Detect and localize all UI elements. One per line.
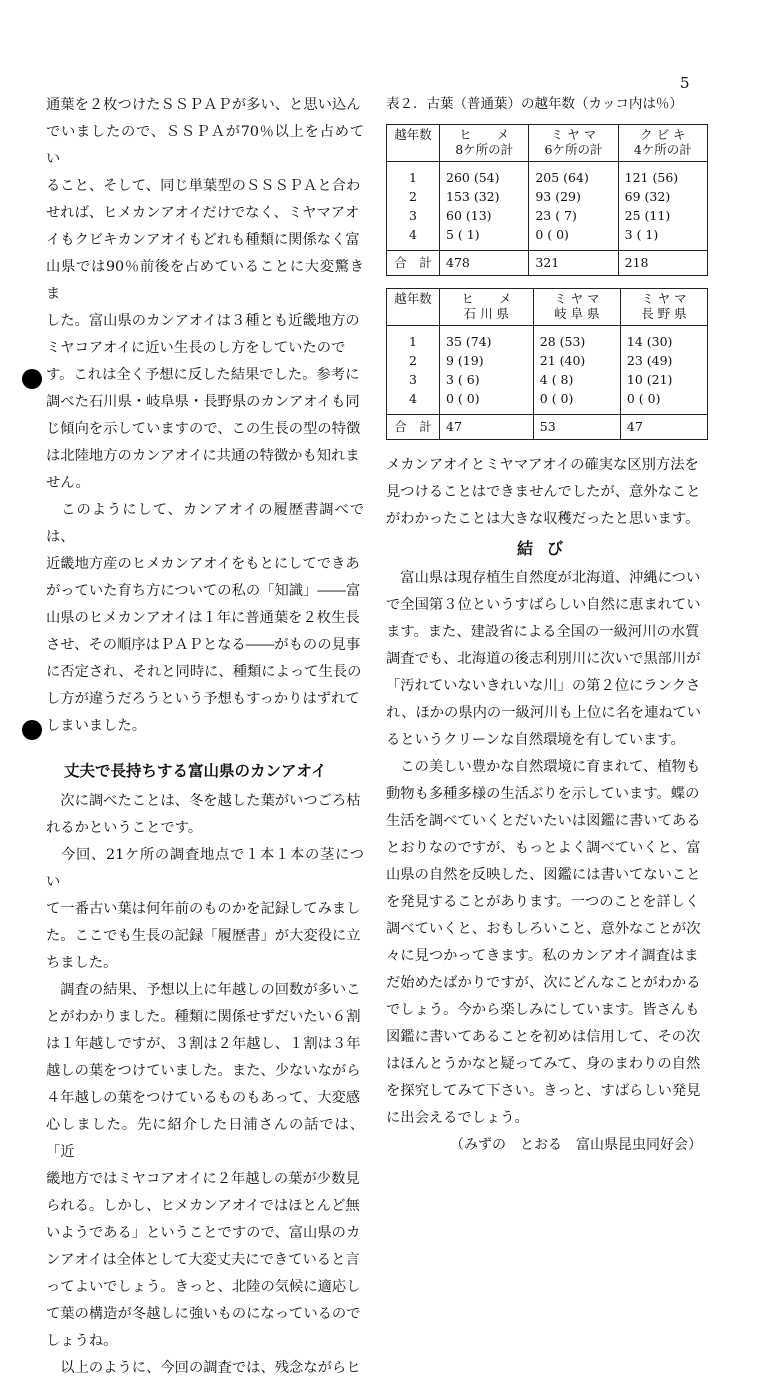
margin-bullet-dot <box>22 369 42 389</box>
body-paragraph: 調査の結果、予想以上に年越しの回数が多いこ とがわかりました。種類に関係せずだいたい６割 は１年越しですが、３割は２年越し、１割は３年 越しの葉をつけていました。また、少ないながら ４年越しの葉をつけているものもあって、大変感 心しました。先に紹介した日浦さんの話では、「近 畿地方ではミヤコアオイに２年越しの葉が少数見 られる。しかし、ヒメカンアオイではほとんど無 いようである」ということですので、富山県のカ ンアオイは全体として大変丈夫にできていると言 ってよいでしょう。きっと、北陸の気候に適応し て葉の構造が冬越しに強いものになっているので しょうね。 <box>46 982 364 1349</box>
column-header: ク ビ キ 4ケ所の計 <box>618 125 707 162</box>
overwintering-table-1 <box>386 124 708 276</box>
column-header: ヒ メ 石 川 県 <box>440 289 534 326</box>
table-cell: 1 2 3 4 <box>387 162 440 251</box>
table-cell: 47 <box>440 415 534 440</box>
table-cell: 321 <box>529 251 618 276</box>
body-paragraph: このようにして、カンアオイの履歴書調べでは、 近畿地方産のヒメカンアオイをもとにしてできあ がっていた育ち方についての私の「知識」――富 山県のヒメカンアオイは１年に普通葉を２枚生長 させ、その順序はＰＡＰとなる――がものの見事 に否定され、それと同時に、種類によって生長の し方が違うだろうという予想もすっかりはずれて しまいました。 <box>46 502 364 734</box>
column-header: ヒ メ 8ケ所の計 <box>440 125 529 162</box>
section-heading: 結び <box>516 539 577 558</box>
table-cell: 14 (30) 23 (49) 10 (21) 0 ( 0) <box>620 326 707 415</box>
table-cell: 53 <box>533 415 620 440</box>
column-header: ミ ヤ マ 6ケ所の計 <box>529 125 618 162</box>
body-paragraph: 以上のように、今回の調査では、残念ながらヒ <box>46 1360 361 1376</box>
right-column <box>386 92 708 1159</box>
table-cell: 合 計 <box>387 415 440 440</box>
body-paragraph: メカンアオイとミヤマアオイの確実な区別方法を 見つけることはできませんでしたが、意外なこと がわかったことは大きな収穫だったと思います。 <box>386 457 701 527</box>
table-cell: 260 (54) 153 (32) 60 (13) 5 ( 1) <box>440 162 529 251</box>
body-paragraph: 次に調べたことは、冬を越した葉がいつごろ枯 れるかということです。 <box>46 793 361 836</box>
column-header: 越年数 <box>387 289 440 326</box>
body-paragraph: この美しい豊かな自然環境に育まれて、植物も 動物も多種多様の生活ぶりを示しています。蝶の 生活を調べていくとだいたいは図鑑に書いてある とおりなのですが、もっとよく調べていくと、富 山県の自然を反映した、図鑑には書いてないこと を発見することがあります。一つのことを詳しく 調べていくと、おもしろいこと、意外なことが次 々に見つかってきます。私のカンアオイ調査はま だ始めたばかりですが、次にどんなことがわかる でしょう。今から楽しみにしています。皆さんも 図鑑に書いてあることを初めは信用して、その次 はほんとうかなと疑ってみて、身のまわりの自然 を探究してみて下さい。きっと、すばらしい発見 に出会えるでしょう。 <box>386 759 701 1126</box>
author-signature: （みずの とおる 富山県昆虫同好会） <box>450 1137 702 1153</box>
left-column <box>46 92 364 1382</box>
margin-bullet-dot <box>22 720 42 740</box>
table-caption: 表２．古葉（普通葉）の越年数（カッコ内は％） <box>386 96 683 112</box>
table-cell: 478 <box>440 251 529 276</box>
column-header: ミ ヤ マ 岐 阜 県 <box>533 289 620 326</box>
table-cell: 35 (74) 9 (19) 3 ( 6) 0 ( 0) <box>440 326 534 415</box>
table-cell: 205 (64) 93 (29) 23 ( 7) 0 ( 0) <box>529 162 618 251</box>
table-cell: 合 計 <box>387 251 440 276</box>
table-cell: 121 (56) 69 (32) 25 (11) 3 ( 1) <box>618 162 707 251</box>
overwintering-table-2 <box>386 288 708 440</box>
table-cell: 218 <box>618 251 707 276</box>
column-header: ミ ヤ マ 長 野 県 <box>620 289 707 326</box>
column-header: 越年数 <box>387 125 440 162</box>
table-cell: 1 2 3 4 <box>387 326 440 415</box>
page-number: 5 <box>680 74 690 92</box>
table-cell: 47 <box>620 415 707 440</box>
section-heading: 丈夫で長持ちする富山県のカンアオイ <box>64 762 327 780</box>
body-paragraph: 富山県は現存植生自然度が北海道、沖縄につい で全国第３位というすばらしい自然に恵まれてい ます。また、建設省による全国の一級河川の水質 調査でも、北海道の後志利別川に次いで黒部川が 「汚れていないきれいな川」の第２位にランクさ れ、ほかの県内の一級河川も上位に名を連ねてい るというクリーンな自然環境を有しています。 <box>386 570 702 748</box>
body-paragraph: 通葉を２枚つけたＳＳＰＡＰが多い、と思い込ん でいましたので、ＳＳＰＡが70％以上を占めてい ること、そして、同じ単葉型のＳＳＳＰＡと合わ せれば、ヒメカンアオイだけでなく、ミヤマアオ イもクビキカンアオイもどれも種類に関係なく富 山県では90％前後を占めていることに大変驚きま した。富山県のカンアオイは３種とも近畿地方の ミヤコアオイに近い生長のし方をしていたので す。これは全く予想に反した結果でした。参考に 調べた石川県・岐阜県・長野県のカンアオイも同 じ傾向を示していますので、この生長の型の特徴 は北陸地方のカンアオイに共通の特徴かも知れま せん。 <box>46 97 364 491</box>
table-cell: 28 (53) 21 (40) 4 ( 8) 0 ( 0) <box>533 326 620 415</box>
body-paragraph: 今回、21ケ所の調査地点で１本１本の茎につい て一番古い葉は何年前のものかを記録してみまし た。ここでも生長の記録「履歴書」が大変役に立 ちました。 <box>46 847 364 971</box>
